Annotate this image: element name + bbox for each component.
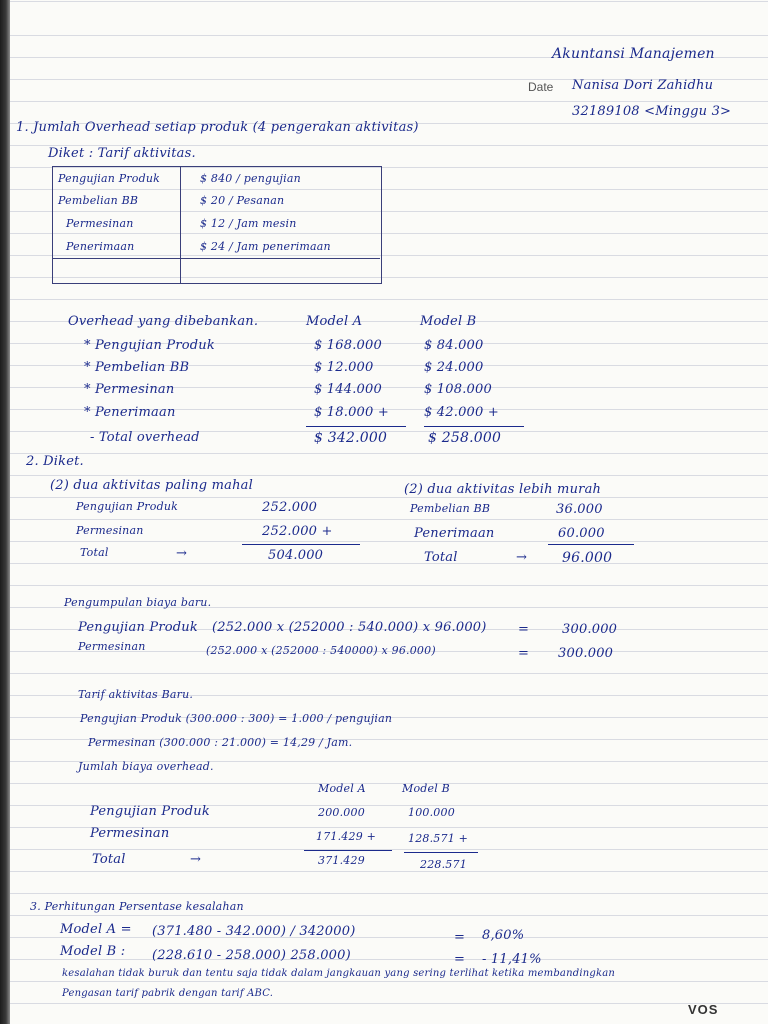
tarif-row-rate: $ 12 / Jam mesin — [200, 217, 297, 230]
overhead-row-name: * Penerimaan — [84, 405, 176, 420]
overhead-row-a: $ 12.000 — [314, 360, 374, 375]
pengumpulan-row-formula: (252.000 x (252000 : 540.000) x 96.000) — [212, 620, 487, 635]
jumlah-row-name: Permesinan — [90, 826, 170, 841]
overhead-row-a: $ 18.000 + — [314, 405, 389, 420]
overhead-row-b: $ 24.000 — [424, 360, 484, 375]
jumlah-row-a: 200.000 — [318, 806, 365, 819]
q3-row-label: Model A = — [60, 922, 132, 937]
subject-title: Akuntansi Manajemen — [552, 46, 715, 62]
jumlah-title: Jumlah biaya overhead. — [78, 760, 214, 773]
jumlah-row-b: 100.000 — [408, 806, 455, 819]
tarif-row-name: Pengujian Produk — [58, 172, 160, 185]
pengumpulan-row-name: Pengujian Produk — [78, 620, 198, 635]
q1-diket: Diket : Tarif aktivitas. — [48, 146, 196, 161]
q3-row-value: 8,60% — [482, 928, 525, 943]
brand-logo: VOS — [688, 1002, 719, 1017]
mahal-row-name: Permesinan — [76, 524, 144, 537]
q3-row-value: - 11,41% — [482, 952, 542, 967]
q3-conclusion-line-2: Pengasan tarif pabrik dengan tarif ABC. — [62, 988, 274, 999]
murah-total-arrow: → — [516, 550, 528, 565]
overhead-sum-line-a — [306, 426, 406, 427]
pengumpulan-row-value: 300.000 — [558, 646, 614, 661]
murah-row-name: Penerimaan — [414, 526, 495, 541]
mahal-total-arrow: → — [176, 546, 188, 561]
overhead-row-b: $ 84.000 — [424, 338, 484, 353]
student-name: Nanisa Dori Zahidhu — [572, 78, 714, 93]
murah-row-value: 60.000 — [558, 526, 605, 541]
pengumpulan-row-formula: (252.000 x (252000 : 540000) x 96.000) — [206, 644, 436, 657]
mahal-row-value: 252.000 — [262, 500, 318, 515]
tarif-row-rate: $ 840 / pengujian — [200, 172, 301, 185]
overhead-total-b: $ 258.000 — [428, 430, 502, 446]
jumlah-total-b: 228.571 — [420, 858, 467, 871]
overhead-total-label: - Total overhead — [90, 430, 200, 445]
jumlah-total-arrow: → — [190, 852, 202, 867]
student-id-week: 32189108 <Minggu 3> — [572, 104, 732, 119]
jumlah-row-b: 128.571 + — [408, 832, 469, 845]
jumlah-sum-line-a — [304, 850, 392, 851]
tarif-row-rate: $ 24 / Jam penerimaan — [200, 240, 331, 253]
jumlah-row-name: Pengujian Produk — [90, 804, 210, 819]
tarif-row-name: Permesinan — [66, 217, 134, 230]
overhead-total-a: $ 342.000 — [314, 430, 388, 446]
overhead-header: Overhead yang dibebankan. — [68, 314, 259, 329]
overhead-sum-line-b — [424, 426, 524, 427]
murah-row-value: 36.000 — [556, 502, 603, 517]
tarif-table-divider — [180, 166, 181, 284]
murah-total: 96.000 — [562, 550, 613, 566]
pengumpulan-title: Pengumpulan biaya baru. — [64, 596, 212, 609]
q3-conclusion-line-1: kesalahan tidak buruk dan tentu saja tidak dalam jangkauan yang sering terlihat ketika membandingkan — [62, 968, 616, 979]
mahal-total: 504.000 — [268, 548, 324, 563]
tarif-baru-row: Permesinan (300.000 : 21.000) = 14,29 / Jam. — [88, 736, 353, 749]
mahal-row-name: Pengujian Produk — [76, 500, 178, 513]
overhead-row-a: $ 168.000 — [314, 338, 382, 353]
tarif-table-rule — [52, 258, 380, 259]
overhead-row-b: $ 108.000 — [424, 382, 492, 397]
pengumpulan-row-name: Permesinan — [78, 640, 146, 653]
jumlah-row-a: 171.429 + — [316, 830, 377, 843]
overhead-col-b: Model B — [420, 314, 477, 329]
mahal-sum-line — [242, 544, 360, 545]
jumlah-sum-line-b — [404, 852, 478, 853]
pengumpulan-row-eq: = — [518, 646, 530, 661]
jumlah-col-b: Model B — [402, 782, 450, 795]
tarif-baru-title: Tarif aktivitas Baru. — [78, 688, 194, 701]
q3-row-formula: (228.610 - 258.000) 258.000) — [152, 948, 351, 963]
overhead-row-b: $ 42.000 + — [424, 405, 499, 420]
q3-row-eq: = — [454, 952, 466, 967]
q2-title: 2. Diket. — [26, 454, 84, 469]
mahal-total-label: Total — [80, 546, 109, 559]
tarif-row-name: Penerimaan — [66, 240, 135, 253]
jumlah-total-a: 371.429 — [318, 854, 365, 867]
q3-row-eq: = — [454, 930, 466, 945]
overhead-col-a: Model A — [306, 314, 363, 329]
tarif-baru-row: Pengujian Produk (300.000 : 300) = 1.000 / pengujian — [80, 712, 393, 725]
murah-sum-line — [548, 544, 634, 545]
mahal-title: (2) dua aktivitas paling mahal — [50, 478, 253, 493]
overhead-row-name: * Pengujian Produk — [84, 338, 215, 353]
murah-total-label: Total — [424, 550, 458, 565]
murah-title: (2) dua aktivitas lebih murah — [404, 482, 602, 497]
date-label: Date — [528, 80, 554, 94]
q3-title: 3. Perhitungan Persentase kesalahan — [30, 900, 244, 913]
overhead-row-name: * Permesinan — [84, 382, 175, 397]
pengumpulan-row-value: 300.000 — [562, 622, 618, 637]
q3-row-formula: (371.480 - 342.000) / 342000) — [152, 924, 356, 939]
overhead-row-a: $ 144.000 — [314, 382, 382, 397]
q3-row-label: Model B : — [60, 944, 126, 959]
jumlah-total-label: Total — [92, 852, 126, 867]
pengumpulan-row-eq: = — [518, 622, 530, 637]
binding-edge — [0, 0, 10, 1024]
q1-title: 1. Jumlah Overhead setiap produk (4 pengerakan aktivitas) — [16, 120, 419, 135]
tarif-row-rate: $ 20 / Pesanan — [200, 194, 285, 207]
mahal-row-value: 252.000 + — [262, 524, 333, 539]
overhead-row-name: * Pembelian BB — [84, 360, 190, 375]
tarif-row-name: Pembelian BB — [58, 194, 139, 207]
murah-row-name: Pembelian BB — [410, 502, 491, 515]
jumlah-col-a: Model A — [318, 782, 366, 795]
